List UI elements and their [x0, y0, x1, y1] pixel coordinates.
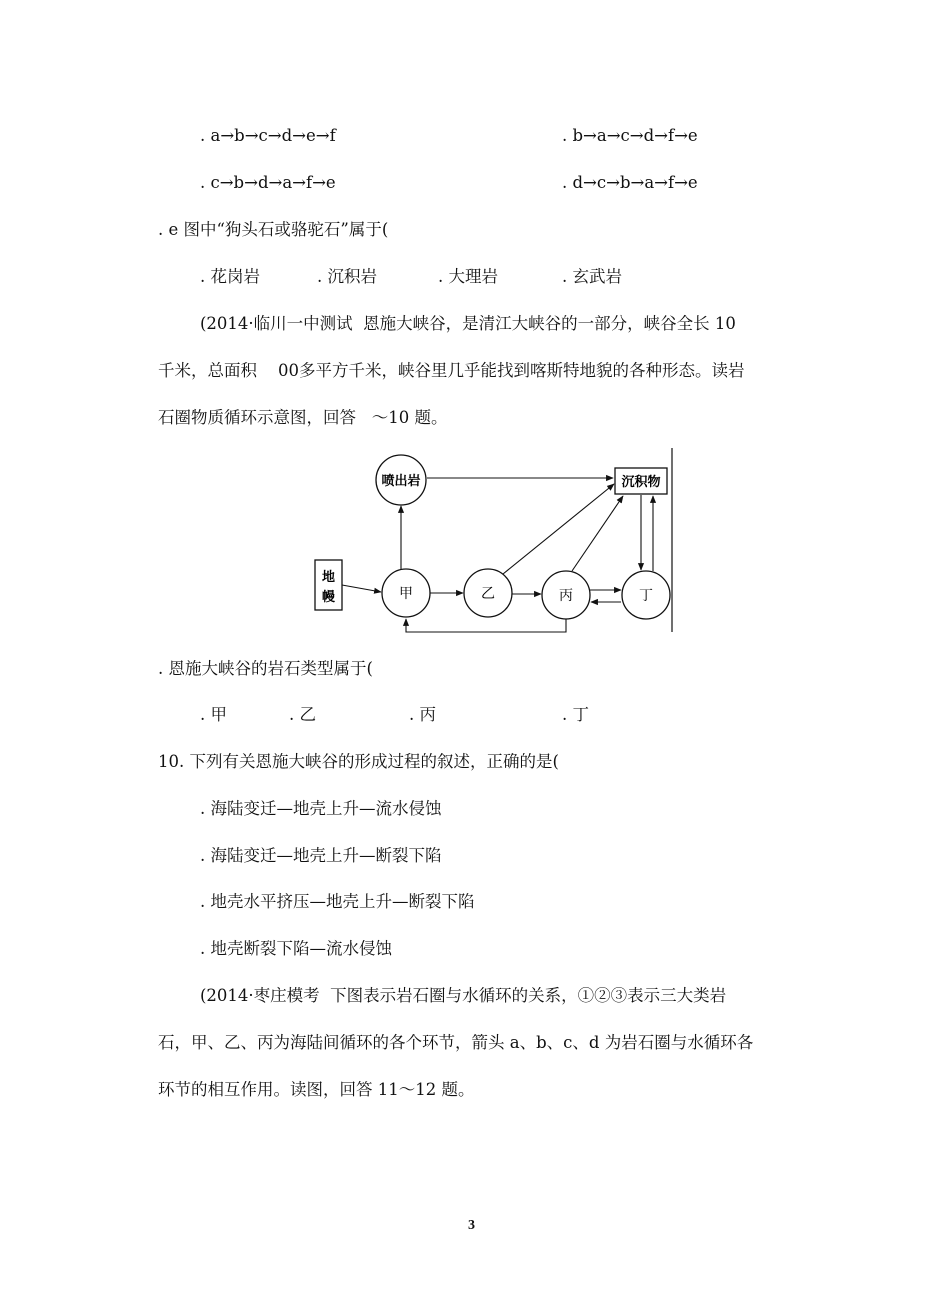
node-yi-label: 乙 [481, 586, 495, 602]
q9-stem: . 恩施大峡谷的岩石类型属于( [158, 659, 373, 678]
q10-option-b: . 海陆变迁—地壳上升—断裂下陷 [200, 846, 442, 865]
passage2-line2: 石，甲、乙、丙为海陆间循环的各个环节，箭头 a、b、c、d 为岩石圈与水循环各 [158, 1033, 754, 1052]
q8-option-d: . 玄武岩 [562, 267, 622, 286]
node-ding-label: 丁 [639, 588, 653, 604]
q8-stem: . e 图中“狗头石或骆驼石”属于( [158, 220, 389, 239]
mantle-node [315, 560, 342, 610]
sediment-node [615, 468, 667, 494]
node-jia-label: 甲 [399, 586, 413, 602]
passage2-line3: 环节的相互作用。读图，回答 11～12 题。 [158, 1080, 475, 1099]
passage1-line3: 石圈物质循环示意图，回答 ～10 题。 [158, 408, 448, 427]
node-bing-label: 丙 [559, 588, 573, 604]
q10-option-c: . 地壳水平挤压—地壳上升—断裂下陷 [200, 892, 475, 911]
q9-option-d: . 丁 [562, 705, 589, 724]
node-ding [622, 571, 670, 619]
mantle-label-1: 地 [321, 570, 336, 585]
passage2-line1: (2014·枣庄模考 下图表示岩石圈与水循环的关系，①②③表示三大类岩 [200, 986, 727, 1005]
rock-cycle-diagram [300, 440, 690, 640]
q9-option-a: . 甲 [200, 705, 227, 724]
q7-option-d: . d→c→b→a→f→e [562, 173, 698, 192]
mantle-label-2: 幔 [321, 590, 336, 605]
arrow-bing-to-sediment [572, 496, 623, 571]
page-number: 3 [468, 1218, 475, 1233]
q10-option-d: . 地壳断裂下陷—流水侵蚀 [200, 939, 392, 958]
node-yi [464, 569, 512, 617]
q8-option-a: . 花岗岩 [200, 267, 260, 286]
q7-option-a: . a→b→c→d→e→f [200, 126, 336, 145]
q9-option-b: . 乙 [289, 705, 316, 724]
q9-option-c: . 丙 [409, 705, 436, 724]
q10-stem: 10. 下列有关恩施大峡谷的形成过程的叙述，正确的是( [158, 752, 559, 771]
q7-option-b: . b→a→c→d→f→e [562, 126, 698, 145]
arrow-bing-to-jia [406, 619, 566, 632]
extrusive-rock-label: 喷出岩 [381, 474, 421, 489]
q8-option-b: . 沉积岩 [317, 267, 377, 286]
extrusive-rock-node [376, 455, 426, 505]
node-jia [382, 569, 430, 617]
arrow-yi-to-sediment [503, 484, 614, 574]
passage1-line2: 千米，总面积 00多平方千米，峡谷里几乎能找到喀斯特地貌的各种形态。读岩 [158, 361, 745, 380]
node-bing [542, 571, 590, 619]
arrow-mantle-to-jia [342, 585, 381, 592]
q10-option-a: . 海陆变迁—地壳上升—流水侵蚀 [200, 799, 442, 818]
passage1-line1: (2014·临川一中测试 恩施大峡谷，是清江大峡谷的一部分，峡谷全长 10 [200, 314, 736, 333]
q7-option-c: . c→b→d→a→f→e [200, 173, 336, 192]
sediment-label: 沉积物 [621, 475, 661, 490]
q8-option-c: . 大理岩 [438, 267, 498, 286]
